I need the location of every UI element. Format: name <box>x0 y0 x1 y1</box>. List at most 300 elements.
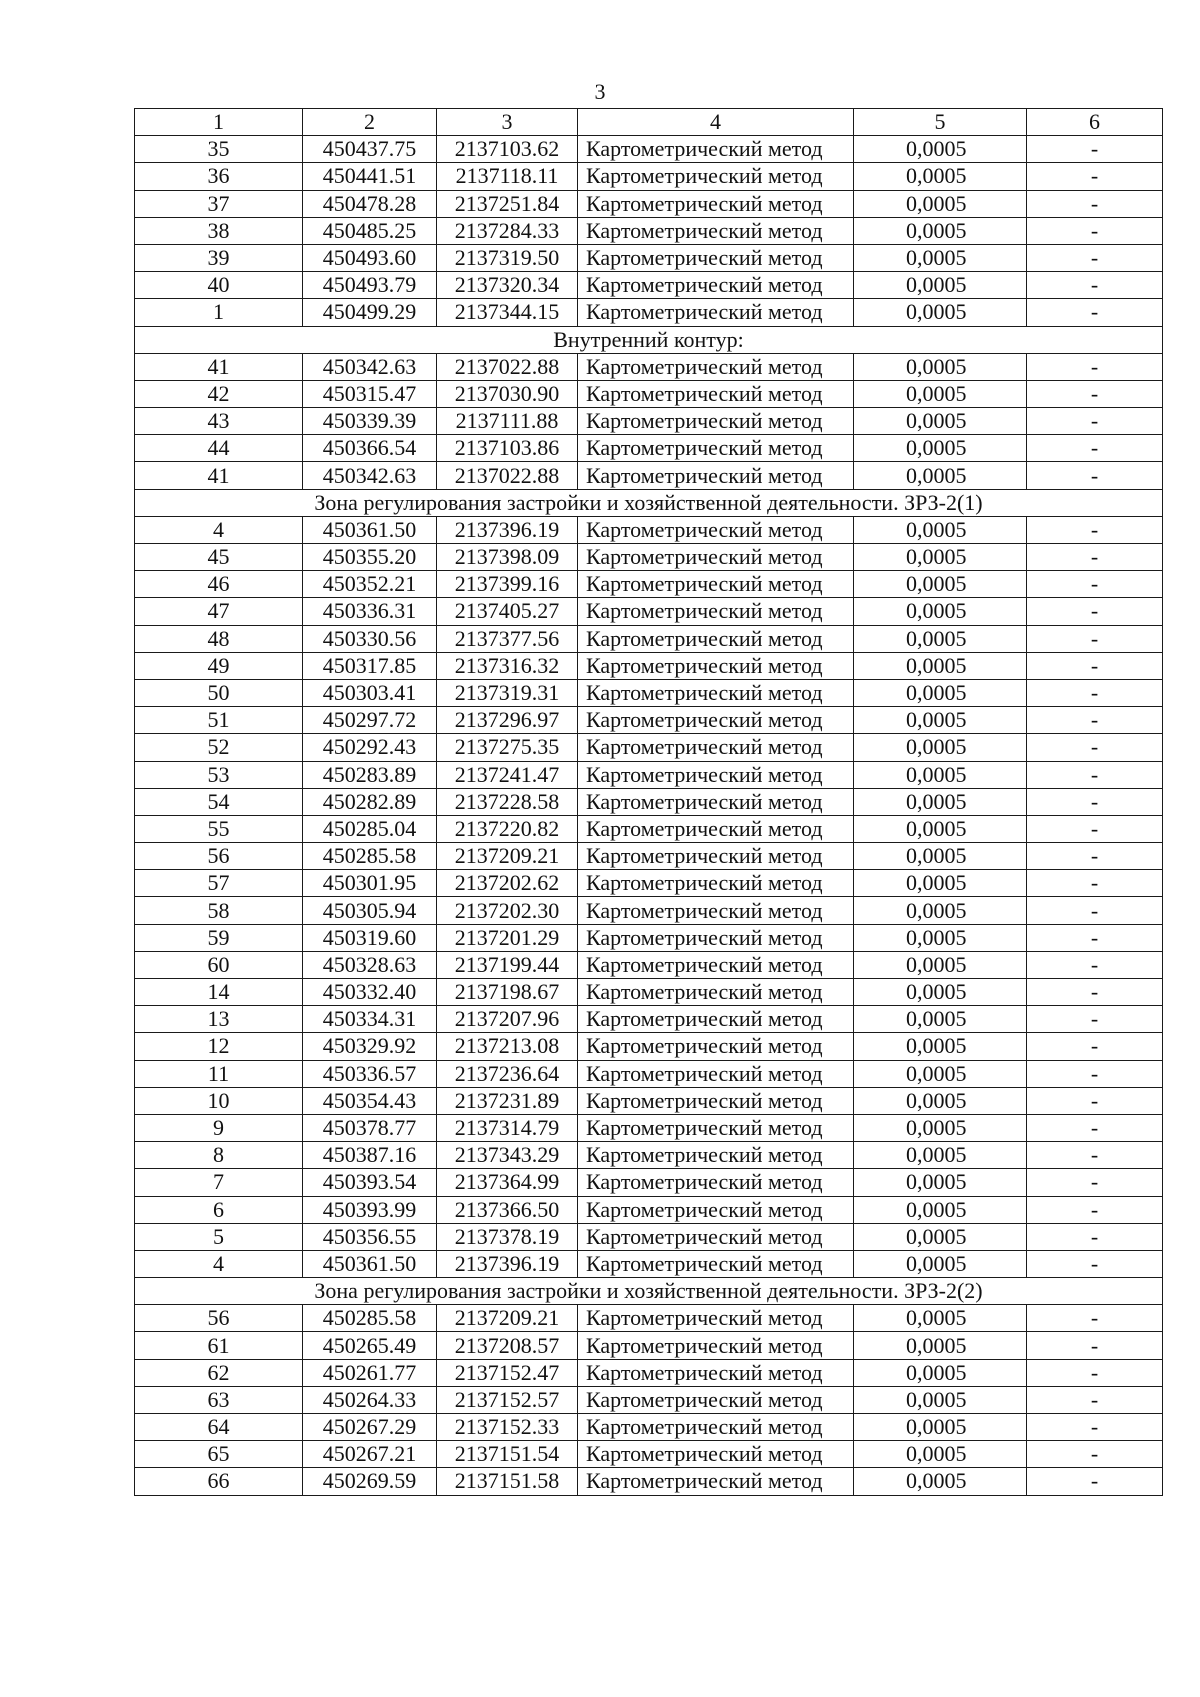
note-cell: - <box>1027 1114 1163 1141</box>
x-coordinate-cell: 450336.57 <box>303 1060 437 1087</box>
point-number-cell: 51 <box>135 707 303 734</box>
note-cell: - <box>1027 707 1163 734</box>
method-cell: Картометрический метод <box>578 353 854 380</box>
table-body <box>135 109 1163 1496</box>
method-cell: Картометрический метод <box>578 299 854 326</box>
x-coordinate-cell: 450301.95 <box>303 870 437 897</box>
accuracy-cell: 0,0005 <box>854 435 1027 462</box>
table-row <box>135 136 1163 163</box>
method-cell: Картометрический метод <box>578 571 854 598</box>
table-row <box>135 652 1163 679</box>
note-cell: - <box>1027 380 1163 407</box>
table-row <box>135 353 1163 380</box>
y-coordinate-cell: 2137111.88 <box>437 408 578 435</box>
table-row <box>135 870 1163 897</box>
accuracy-cell: 0,0005 <box>854 1305 1027 1332</box>
accuracy-cell: 0,0005 <box>854 652 1027 679</box>
y-coordinate-cell: 2137152.33 <box>437 1414 578 1441</box>
note-cell: - <box>1027 1006 1163 1033</box>
y-coordinate-cell: 2137364.99 <box>437 1169 578 1196</box>
method-cell: Картометрический метод <box>578 544 854 571</box>
y-coordinate-cell: 2137220.82 <box>437 815 578 842</box>
x-coordinate-cell: 450267.29 <box>303 1414 437 1441</box>
note-cell: - <box>1027 462 1163 489</box>
point-number-cell: 4 <box>135 516 303 543</box>
point-number-cell: 50 <box>135 679 303 706</box>
x-coordinate-cell: 450336.31 <box>303 598 437 625</box>
point-number-cell: 13 <box>135 1006 303 1033</box>
method-cell: Картометрический метод <box>578 843 854 870</box>
note-cell: - <box>1027 679 1163 706</box>
y-coordinate-cell: 2137209.21 <box>437 1305 578 1332</box>
note-cell: - <box>1027 951 1163 978</box>
note-cell: - <box>1027 1196 1163 1223</box>
accuracy-cell: 0,0005 <box>854 136 1027 163</box>
point-number-cell: 58 <box>135 897 303 924</box>
method-cell: Картометрический метод <box>578 679 854 706</box>
accuracy-cell: 0,0005 <box>854 1332 1027 1359</box>
y-coordinate-cell: 2137207.96 <box>437 1006 578 1033</box>
note-cell: - <box>1027 1250 1163 1277</box>
table-row <box>135 272 1163 299</box>
accuracy-cell: 0,0005 <box>854 625 1027 652</box>
y-coordinate-cell: 2137319.50 <box>437 244 578 271</box>
y-coordinate-cell: 2137118.11 <box>437 163 578 190</box>
method-cell: Картометрический метод <box>578 897 854 924</box>
page-number: 3 <box>594 79 606 104</box>
table-row <box>135 625 1163 652</box>
column-header: 5 <box>854 109 1027 136</box>
x-coordinate-cell: 450393.54 <box>303 1169 437 1196</box>
table-row <box>135 1060 1163 1087</box>
method-cell: Картометрический метод <box>578 1305 854 1332</box>
method-cell: Картометрический метод <box>578 462 854 489</box>
y-coordinate-cell: 2137151.54 <box>437 1441 578 1468</box>
coordinates-table <box>134 108 1163 1496</box>
accuracy-cell: 0,0005 <box>854 1196 1027 1223</box>
x-coordinate-cell: 450319.60 <box>303 924 437 951</box>
method-cell: Картометрический метод <box>578 652 854 679</box>
point-number-cell: 60 <box>135 951 303 978</box>
point-number-cell: 46 <box>135 571 303 598</box>
accuracy-cell: 0,0005 <box>854 1414 1027 1441</box>
x-coordinate-cell: 450441.51 <box>303 163 437 190</box>
method-cell: Картометрический метод <box>578 190 854 217</box>
point-number-cell: 41 <box>135 462 303 489</box>
method-cell: Картометрический метод <box>578 1060 854 1087</box>
y-coordinate-cell: 2137236.64 <box>437 1060 578 1087</box>
y-coordinate-cell: 2137199.44 <box>437 951 578 978</box>
method-cell: Картометрический метод <box>578 1142 854 1169</box>
method-cell: Картометрический метод <box>578 979 854 1006</box>
point-number-cell: 55 <box>135 815 303 842</box>
point-number-cell: 65 <box>135 1441 303 1468</box>
y-coordinate-cell: 2137284.33 <box>437 217 578 244</box>
table-row <box>135 598 1163 625</box>
y-coordinate-cell: 2137314.79 <box>437 1114 578 1141</box>
point-number-cell: 44 <box>135 435 303 462</box>
x-coordinate-cell: 450285.04 <box>303 815 437 842</box>
section-row <box>135 489 1163 516</box>
x-coordinate-cell: 450478.28 <box>303 190 437 217</box>
note-cell: - <box>1027 272 1163 299</box>
accuracy-cell: 0,0005 <box>854 870 1027 897</box>
table-row <box>135 924 1163 951</box>
table-row <box>135 897 1163 924</box>
method-cell: Картометрический метод <box>578 761 854 788</box>
table-row <box>135 408 1163 435</box>
section-row <box>135 1278 1163 1305</box>
point-number-cell: 36 <box>135 163 303 190</box>
method-cell: Картометрический метод <box>578 1359 854 1386</box>
note-cell: - <box>1027 598 1163 625</box>
note-cell: - <box>1027 1033 1163 1060</box>
point-number-cell: 56 <box>135 1305 303 1332</box>
section-title: Зона регулирования застройки и хозяйственной деятельности. ЗРЗ-2(2) <box>135 1278 1163 1305</box>
table-row <box>135 544 1163 571</box>
note-cell: - <box>1027 1441 1163 1468</box>
note-cell: - <box>1027 353 1163 380</box>
method-cell: Картометрический метод <box>578 598 854 625</box>
note-cell: - <box>1027 788 1163 815</box>
accuracy-cell: 0,0005 <box>854 516 1027 543</box>
method-cell: Картометрический метод <box>578 136 854 163</box>
x-coordinate-cell: 450285.58 <box>303 843 437 870</box>
y-coordinate-cell: 2137152.57 <box>437 1386 578 1413</box>
note-cell: - <box>1027 924 1163 951</box>
table-row <box>135 1087 1163 1114</box>
point-number-cell: 12 <box>135 1033 303 1060</box>
x-coordinate-cell: 450292.43 <box>303 734 437 761</box>
note-cell: - <box>1027 1414 1163 1441</box>
y-coordinate-cell: 2137228.58 <box>437 788 578 815</box>
y-coordinate-cell: 2137022.88 <box>437 353 578 380</box>
method-cell: Картометрический метод <box>578 924 854 951</box>
note-cell: - <box>1027 1087 1163 1114</box>
accuracy-cell: 0,0005 <box>854 1060 1027 1087</box>
y-coordinate-cell: 2137366.50 <box>437 1196 578 1223</box>
method-cell: Картометрический метод <box>578 1386 854 1413</box>
accuracy-cell: 0,0005 <box>854 897 1027 924</box>
table-row <box>135 788 1163 815</box>
x-coordinate-cell: 450387.16 <box>303 1142 437 1169</box>
accuracy-cell: 0,0005 <box>854 190 1027 217</box>
accuracy-cell: 0,0005 <box>854 544 1027 571</box>
table-row <box>135 462 1163 489</box>
accuracy-cell: 0,0005 <box>854 1359 1027 1386</box>
column-header: 4 <box>578 109 854 136</box>
point-number-cell: 45 <box>135 544 303 571</box>
table-row <box>135 380 1163 407</box>
y-coordinate-cell: 2137316.32 <box>437 652 578 679</box>
point-number-cell: 42 <box>135 380 303 407</box>
method-cell: Картометрический метод <box>578 1332 854 1359</box>
method-cell: Картометрический метод <box>578 734 854 761</box>
method-cell: Картометрический метод <box>578 217 854 244</box>
accuracy-cell: 0,0005 <box>854 1223 1027 1250</box>
y-coordinate-cell: 2137275.35 <box>437 734 578 761</box>
method-cell: Картометрический метод <box>578 435 854 462</box>
table-row <box>135 299 1163 326</box>
accuracy-cell: 0,0005 <box>854 1006 1027 1033</box>
table-row <box>135 163 1163 190</box>
x-coordinate-cell: 450303.41 <box>303 679 437 706</box>
y-coordinate-cell: 2137320.34 <box>437 272 578 299</box>
accuracy-cell: 0,0005 <box>854 734 1027 761</box>
x-coordinate-cell: 450334.31 <box>303 1006 437 1033</box>
x-coordinate-cell: 450282.89 <box>303 788 437 815</box>
x-coordinate-cell: 450352.21 <box>303 571 437 598</box>
method-cell: Картометрический метод <box>578 408 854 435</box>
method-cell: Картометрический метод <box>578 951 854 978</box>
accuracy-cell: 0,0005 <box>854 380 1027 407</box>
method-cell: Картометрический метод <box>578 1468 854 1495</box>
y-coordinate-cell: 2137231.89 <box>437 1087 578 1114</box>
method-cell: Картометрический метод <box>578 272 854 299</box>
note-cell: - <box>1027 571 1163 598</box>
table-row <box>135 435 1163 462</box>
x-coordinate-cell: 450261.77 <box>303 1359 437 1386</box>
column-header: 1 <box>135 109 303 136</box>
accuracy-cell: 0,0005 <box>854 244 1027 271</box>
x-coordinate-cell: 450393.99 <box>303 1196 437 1223</box>
y-coordinate-cell: 2137378.19 <box>437 1223 578 1250</box>
x-coordinate-cell: 450305.94 <box>303 897 437 924</box>
point-number-cell: 38 <box>135 217 303 244</box>
section-title: Внутренний контур: <box>135 326 1163 353</box>
point-number-cell: 47 <box>135 598 303 625</box>
point-number-cell: 56 <box>135 843 303 870</box>
accuracy-cell: 0,0005 <box>854 679 1027 706</box>
accuracy-cell: 0,0005 <box>854 272 1027 299</box>
method-cell: Картометрический метод <box>578 788 854 815</box>
note-cell: - <box>1027 979 1163 1006</box>
note-cell: - <box>1027 1169 1163 1196</box>
accuracy-cell: 0,0005 <box>854 353 1027 380</box>
point-number-cell: 53 <box>135 761 303 788</box>
method-cell: Картометрический метод <box>578 1414 854 1441</box>
y-coordinate-cell: 2137405.27 <box>437 598 578 625</box>
y-coordinate-cell: 2137103.86 <box>437 435 578 462</box>
point-number-cell: 37 <box>135 190 303 217</box>
x-coordinate-cell: 450332.40 <box>303 979 437 1006</box>
method-cell: Картометрический метод <box>578 380 854 407</box>
accuracy-cell: 0,0005 <box>854 408 1027 435</box>
x-coordinate-cell: 450354.43 <box>303 1087 437 1114</box>
note-cell: - <box>1027 1060 1163 1087</box>
x-coordinate-cell: 450361.50 <box>303 1250 437 1277</box>
table-row <box>135 815 1163 842</box>
column-header: 6 <box>1027 109 1163 136</box>
point-number-cell: 57 <box>135 870 303 897</box>
column-header-row <box>135 109 1163 136</box>
method-cell: Картометрический метод <box>578 1169 854 1196</box>
note-cell: - <box>1027 652 1163 679</box>
note-cell: - <box>1027 761 1163 788</box>
y-coordinate-cell: 2137202.30 <box>437 897 578 924</box>
point-number-cell: 52 <box>135 734 303 761</box>
note-cell: - <box>1027 815 1163 842</box>
table-row <box>135 244 1163 271</box>
accuracy-cell: 0,0005 <box>854 462 1027 489</box>
y-coordinate-cell: 2137241.47 <box>437 761 578 788</box>
point-number-cell: 54 <box>135 788 303 815</box>
method-cell: Картометрический метод <box>578 815 854 842</box>
x-coordinate-cell: 450342.63 <box>303 462 437 489</box>
accuracy-cell: 0,0005 <box>854 1169 1027 1196</box>
x-coordinate-cell: 450356.55 <box>303 1223 437 1250</box>
y-coordinate-cell: 2137213.08 <box>437 1033 578 1060</box>
table-row <box>135 979 1163 1006</box>
method-cell: Картометрический метод <box>578 1441 854 1468</box>
x-coordinate-cell: 450283.89 <box>303 761 437 788</box>
table-row <box>135 707 1163 734</box>
x-coordinate-cell: 450339.39 <box>303 408 437 435</box>
method-cell: Картометрический метод <box>578 1006 854 1033</box>
point-number-cell: 49 <box>135 652 303 679</box>
y-coordinate-cell: 2137103.62 <box>437 136 578 163</box>
section-row <box>135 326 1163 353</box>
note-cell: - <box>1027 897 1163 924</box>
accuracy-cell: 0,0005 <box>854 788 1027 815</box>
accuracy-cell: 0,0005 <box>854 1114 1027 1141</box>
note-cell: - <box>1027 1359 1163 1386</box>
point-number-cell: 48 <box>135 625 303 652</box>
note-cell: - <box>1027 843 1163 870</box>
table-row <box>135 761 1163 788</box>
accuracy-cell: 0,0005 <box>854 1386 1027 1413</box>
x-coordinate-cell: 450285.58 <box>303 1305 437 1332</box>
note-cell: - <box>1027 435 1163 462</box>
point-number-cell: 8 <box>135 1142 303 1169</box>
y-coordinate-cell: 2137396.19 <box>437 1250 578 1277</box>
point-number-cell: 14 <box>135 979 303 1006</box>
note-cell: - <box>1027 1386 1163 1413</box>
accuracy-cell: 0,0005 <box>854 1033 1027 1060</box>
table-row <box>135 1006 1163 1033</box>
x-coordinate-cell: 450378.77 <box>303 1114 437 1141</box>
x-coordinate-cell: 450366.54 <box>303 435 437 462</box>
point-number-cell: 39 <box>135 244 303 271</box>
accuracy-cell: 0,0005 <box>854 1468 1027 1495</box>
note-cell: - <box>1027 1468 1163 1495</box>
y-coordinate-cell: 2137198.67 <box>437 979 578 1006</box>
y-coordinate-cell: 2137209.21 <box>437 843 578 870</box>
x-coordinate-cell: 450329.92 <box>303 1033 437 1060</box>
note-cell: - <box>1027 734 1163 761</box>
note-cell: - <box>1027 1332 1163 1359</box>
accuracy-cell: 0,0005 <box>854 951 1027 978</box>
point-number-cell: 41 <box>135 353 303 380</box>
point-number-cell: 9 <box>135 1114 303 1141</box>
accuracy-cell: 0,0005 <box>854 217 1027 244</box>
accuracy-cell: 0,0005 <box>854 924 1027 951</box>
x-coordinate-cell: 450265.49 <box>303 1332 437 1359</box>
point-number-cell: 59 <box>135 924 303 951</box>
method-cell: Картометрический метод <box>578 1114 854 1141</box>
section-title: Зона регулирования застройки и хозяйственной деятельности. ЗРЗ-2(1) <box>135 489 1163 516</box>
table-row <box>135 843 1163 870</box>
table-row <box>135 1386 1163 1413</box>
note-cell: - <box>1027 136 1163 163</box>
point-number-cell: 4 <box>135 1250 303 1277</box>
note-cell: - <box>1027 244 1163 271</box>
point-number-cell: 61 <box>135 1332 303 1359</box>
accuracy-cell: 0,0005 <box>854 598 1027 625</box>
accuracy-cell: 0,0005 <box>854 299 1027 326</box>
accuracy-cell: 0,0005 <box>854 571 1027 598</box>
point-number-cell: 35 <box>135 136 303 163</box>
accuracy-cell: 0,0005 <box>854 761 1027 788</box>
y-coordinate-cell: 2137396.19 <box>437 516 578 543</box>
note-cell: - <box>1027 163 1163 190</box>
note-cell: - <box>1027 625 1163 652</box>
x-coordinate-cell: 450330.56 <box>303 625 437 652</box>
y-coordinate-cell: 2137208.57 <box>437 1332 578 1359</box>
point-number-cell: 6 <box>135 1196 303 1223</box>
x-coordinate-cell: 450342.63 <box>303 353 437 380</box>
method-cell: Картометрический метод <box>578 1223 854 1250</box>
note-cell: - <box>1027 408 1163 435</box>
x-coordinate-cell: 450297.72 <box>303 707 437 734</box>
x-coordinate-cell: 450355.20 <box>303 544 437 571</box>
column-header: 2 <box>303 109 437 136</box>
y-coordinate-cell: 2137319.31 <box>437 679 578 706</box>
table-row <box>135 516 1163 543</box>
column-header: 3 <box>437 109 578 136</box>
method-cell: Картометрический метод <box>578 1250 854 1277</box>
y-coordinate-cell: 2137344.15 <box>437 299 578 326</box>
note-cell: - <box>1027 870 1163 897</box>
point-number-cell: 7 <box>135 1169 303 1196</box>
note-cell: - <box>1027 544 1163 571</box>
method-cell: Картометрический метод <box>578 1033 854 1060</box>
y-coordinate-cell: 2137152.47 <box>437 1359 578 1386</box>
point-number-cell: 64 <box>135 1414 303 1441</box>
point-number-cell: 10 <box>135 1087 303 1114</box>
y-coordinate-cell: 2137251.84 <box>437 190 578 217</box>
method-cell: Картометрический метод <box>578 1087 854 1114</box>
table-row <box>135 1114 1163 1141</box>
x-coordinate-cell: 450267.21 <box>303 1441 437 1468</box>
x-coordinate-cell: 450315.47 <box>303 380 437 407</box>
table-row <box>135 1142 1163 1169</box>
note-cell: - <box>1027 190 1163 217</box>
y-coordinate-cell: 2137151.58 <box>437 1468 578 1495</box>
point-number-cell: 5 <box>135 1223 303 1250</box>
y-coordinate-cell: 2137377.56 <box>437 625 578 652</box>
accuracy-cell: 0,0005 <box>854 815 1027 842</box>
note-cell: - <box>1027 516 1163 543</box>
point-number-cell: 62 <box>135 1359 303 1386</box>
x-coordinate-cell: 450493.79 <box>303 272 437 299</box>
y-coordinate-cell: 2137201.29 <box>437 924 578 951</box>
note-cell: - <box>1027 1223 1163 1250</box>
x-coordinate-cell: 450499.29 <box>303 299 437 326</box>
method-cell: Картометрический метод <box>578 707 854 734</box>
x-coordinate-cell: 450437.75 <box>303 136 437 163</box>
x-coordinate-cell: 450264.33 <box>303 1386 437 1413</box>
accuracy-cell: 0,0005 <box>854 1087 1027 1114</box>
table-row <box>135 190 1163 217</box>
x-coordinate-cell: 450328.63 <box>303 951 437 978</box>
point-number-cell: 40 <box>135 272 303 299</box>
table-row <box>135 1441 1163 1468</box>
note-cell: - <box>1027 1305 1163 1332</box>
y-coordinate-cell: 2137030.90 <box>437 380 578 407</box>
table-row <box>135 734 1163 761</box>
accuracy-cell: 0,0005 <box>854 979 1027 1006</box>
